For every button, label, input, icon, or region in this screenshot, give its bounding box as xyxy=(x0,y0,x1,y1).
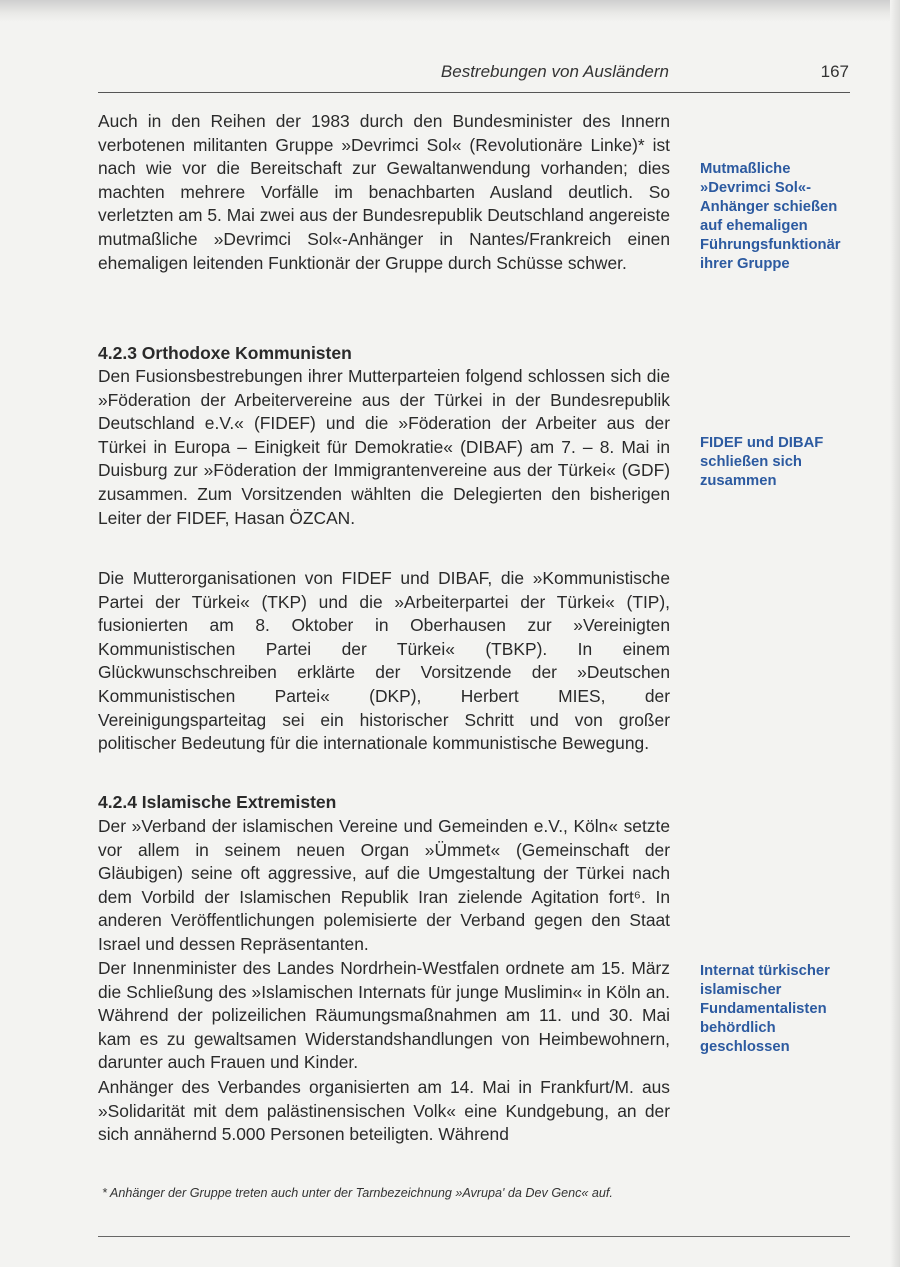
paragraph-text: Auch in den Reihen der 1983 durch den Bundesminister des Innern verbotenen militanten Gruppe »Devrimci Sol« (Revolutionäre Linke)* ist nach wie vor die Bereitschaft zur Gewaltanwendung vorhanden; dies machten mehrere Vorfälle im benachbarten Ausland deutlich. So verletzten am 5. Mai zwei aus der Bundesrepublik Deutschland angereiste mutmaßliche »Devrimci Sol«-Anhänger in Nantes/Frankreich einen ehemaligen leitenden Funktionär der Gruppe durch Schüsse schwer. xyxy=(98,111,670,273)
paragraph-devrimci-sol xyxy=(98,110,670,275)
paragraph-text: Den Fusionsbestrebungen ihrer Mutterparteien folgend schlossen sich die »Föderation der Arbeitervereine aus der Türkei in der Bundesrepublik Deutschland e.V.« (FIDEF) und die »Föderation der Arbeiter aus der Türkei in Europa – Einigkeit für Demokratie« (DIBAF) am 7. – 8. Mai in Duisburg zur »Föderation der Immigrantenvereine aus der Türkei« (GDF) zusammen. Zum Vorsitzenden wählten die Delegierten den bisherigen Leiter der FIDEF, Hasan ÖZCAN. xyxy=(98,366,670,528)
section-heading-4-2-3: 4.2.3 Orthodoxe Kommunisten xyxy=(98,343,352,363)
section-heading-4-2-4: 4.2.4 Islamische Extremisten xyxy=(98,792,337,812)
running-head xyxy=(98,62,853,88)
paragraph-text: Die Mutterorganisationen von FIDEF und DIBAF, die »Kommunistische Partei der Türkei« (TKP) und die »Arbeiterpartei der Türkei« (TIP), fusionierten am 8. Oktober in Oberhausen zur »Vereinigten Kommunistischen Partei der Türkei« (TBKP). In einem Glückwunschschreiben erklärte der Vorsitzende der »Deutschen Kommunistischen Partei« (DKP), Herbert MIES, der Vereinigungsparteitag sei ein historischer Schritt und von großer politischer Bedeutung für die internationale kommunistische Bewegung. xyxy=(98,568,670,754)
footer-divider xyxy=(98,1236,850,1237)
paragraph-internat-closure xyxy=(98,957,670,1075)
paragraph-text: Der Innenminister des Landes Nordrhein-Westfalen ordnete am 15. März die Schließung des »Islamischen Internats für junge Muslimin« in Köln an. Während der polizeilichen Räumungsmaßnahmen am 11. und 30. Mai kam es zu gewaltsamen Widerstandshandlungen von Heimbewohnern, darunter auch Frauen und Kinder. xyxy=(98,958,670,1073)
margin-note-internat: Internat türkischer islamischer Fundamentalisten behördlich geschlossen xyxy=(700,963,830,1055)
paragraph-fusion-fidef-dibaf xyxy=(98,365,670,530)
paragraph-tkp-tip-merger xyxy=(98,567,670,756)
scan-right-shadow xyxy=(890,0,900,1267)
running-title: Bestrebungen von Ausländern xyxy=(440,62,669,81)
page-number: 167 xyxy=(820,62,849,81)
scan-top-shadow xyxy=(0,0,900,22)
paragraph-islamic-association xyxy=(98,815,670,957)
margin-note-devrimci-sol: Mutmaßliche »Devrimci Sol«-Anhänger schießen auf ehemaligen Führungsfunktionär ihrer Gruppe xyxy=(700,161,841,272)
paragraph-text: Anhänger des Verbandes organisierten am 14. Mai in Frankfurt/M. aus »Solidarität mit dem palästinensischen Volk« eine Kundgebung, an der sich annähernd 5.000 Personen beteiligten. Während xyxy=(98,1077,670,1145)
paragraph-text: Der »Verband der islamischen Vereine und Gemeinden e.V., Köln« setzte vor allem in seinem neuen Organ »Ümmet« (Gemeinschaft der Gläubigen) seine oft aggressive, auf die Umgestaltung der Türkei nach dem Vorbild der Islamischen Republik Iran zielende Agitation fort⁶. In anderen Veröffentlichungen polemisierte der Verband gegen den Staat Israel und dessen Repräsentanten. xyxy=(98,816,670,954)
margin-note-fidef-dibaf: FIDEF und DIBAF schließen sich zusammen xyxy=(700,435,824,489)
header-divider xyxy=(98,92,850,93)
footnote: * Anhänger der Gruppe treten auch unter der Tarnbezeichnung »Avrupa' da Dev Genc« auf. xyxy=(102,1186,613,1200)
paragraph-frankfurt-rally xyxy=(98,1076,670,1147)
